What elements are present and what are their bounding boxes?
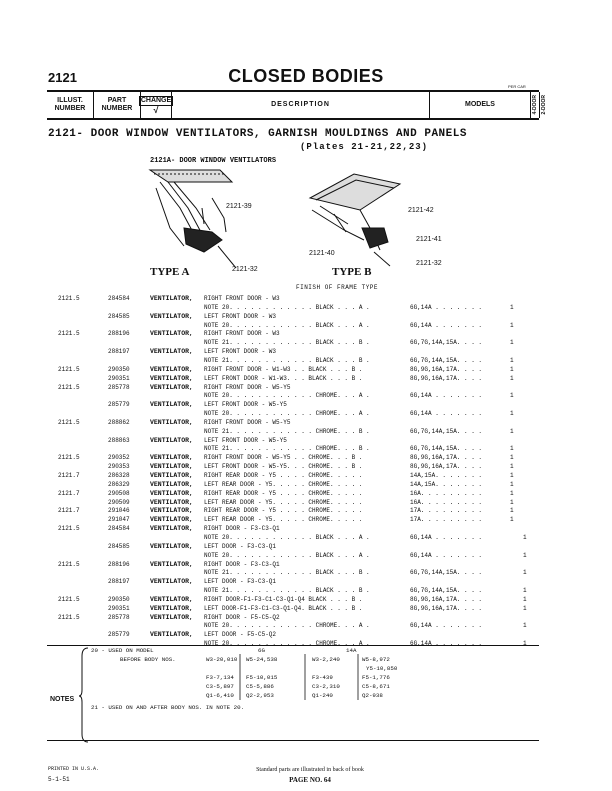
models-cell: 6G,14A . . . . . . . [410, 622, 483, 630]
part-number-cell: 290350 [108, 365, 130, 373]
table-row [0, 453, 612, 462]
table-row [0, 568, 612, 577]
table-row [0, 462, 612, 471]
table-row [0, 321, 612, 330]
table-row [0, 586, 612, 595]
description-cell: NOTE 20. . . . . . . . . . . . BLACK . . . A . [204, 551, 370, 559]
illust-number-header: ILLUST. NUMBER [47, 92, 94, 118]
illust-number-cell: 2121.5 [58, 454, 80, 462]
callout-2121-32-b: 2121-32 [416, 260, 442, 267]
part-name-cell: VENTILATOR, [150, 516, 193, 524]
table-row [0, 630, 612, 639]
models-cell: 8G,9G,16A,17A. . . . [410, 454, 483, 462]
callout-2121-39: 2121-39 [226, 203, 252, 210]
table-row [0, 506, 612, 515]
description-cell: NOTE 20. . . . . . . . . . . . CHROME. . . A . [204, 640, 370, 648]
part-name-cell: VENTILATOR, [150, 525, 193, 533]
models-header: MODELS [430, 92, 531, 118]
note-cell: Q1-6,410 [206, 692, 234, 699]
illust-number-cell: 2121.7 [58, 489, 80, 497]
models-cell: 6G,7G,14A,15A. . . . [410, 339, 483, 347]
illust-number-cell: 2121.5 [58, 613, 80, 621]
part-name-cell: VENTILATOR, [150, 631, 193, 639]
part-number-cell: 284584 [108, 525, 130, 533]
part-number-cell: 284585 [108, 312, 130, 320]
four-door-qty-cell: 1 [510, 410, 514, 418]
note-20-title: 20 - USED ON MODEL [91, 647, 154, 654]
part-number-cell: 288197 [108, 578, 130, 586]
description-cell: LEFT DOOR - F5-C5-Q2 [204, 631, 277, 639]
part-name-cell: VENTILATOR, [150, 401, 193, 409]
table-row [0, 365, 612, 374]
plates-reference: (Plates 21-21,22,23) [300, 142, 429, 152]
part-name-cell: VENTILATOR, [150, 295, 193, 302]
part-number-cell: 290508 [108, 489, 130, 497]
table-row [0, 400, 612, 409]
description-cell: NOTE 20. . . . . . . . . . . . CHROME. . . A . [204, 392, 370, 400]
table-row [0, 436, 612, 445]
note-cell: C5-8,671 [362, 683, 390, 690]
part-name-cell: VENTILATOR, [150, 330, 193, 338]
note-col-6g: 6G [258, 647, 265, 654]
description-header: DESCRIPTION [172, 92, 430, 118]
part-name-cell: VENTILATOR, [150, 542, 193, 550]
table-row [0, 374, 612, 383]
callout-2121-32-a: 2121-32 [232, 266, 258, 273]
models-cell: 6G,7G,14A,15A. . . . [410, 569, 483, 577]
models-cell: 14A,15A. . . . . . . [410, 472, 483, 479]
description-cell: NOTE 21. . . . . . . . . . . . BLACK . . . B . [204, 339, 370, 347]
table-row [0, 524, 612, 533]
table-row [0, 577, 612, 586]
type-a-label: TYPE A [150, 266, 190, 278]
note-21: 21 - USED ON AND AFTER BODY NOS. IN NOTE 20. [91, 704, 245, 711]
part-name-cell: VENTILATOR, [150, 595, 193, 603]
section-title: 2121- DOOR WINDOW VENTILATORS, GARNISH MOULDINGS AND PANELS [48, 128, 467, 140]
two-door-header: 2-DOOR [541, 95, 547, 115]
standard-parts-note: Standard parts are illustrated in back of book [256, 767, 364, 773]
illust-number-cell: 2121.5 [58, 418, 80, 426]
description-cell: RIGHT REAR DOOR - Y5 . . . . CHROME. . . . . [204, 472, 363, 479]
part-number-cell: 290351 [108, 374, 130, 382]
table-row [0, 347, 612, 356]
models-cell: 6G,7G,14A,15A. . . . [410, 445, 483, 453]
per-car-label: PER CAR [508, 84, 526, 89]
part-name-cell: VENTILATOR, [150, 348, 193, 356]
part-number-cell: 291047 [108, 516, 130, 524]
note-cell: F3-439 [312, 674, 333, 681]
part-name-cell: VENTILATOR, [150, 560, 193, 568]
part-name-cell: VENTILATOR, [150, 480, 193, 488]
part-name-cell: VENTILATOR, [150, 418, 193, 426]
description-cell: LEFT FRONT DOOR - W5-Y5. . . CHROME. . . B . [204, 463, 363, 471]
page-number: PAGE NO. 64 [289, 776, 331, 784]
description-cell: LEFT FRONT DOOR - W3 [204, 348, 277, 356]
footer-divider [47, 740, 539, 741]
callout-2121-42: 2121-42 [408, 207, 434, 214]
table-row [0, 409, 612, 418]
table-row [0, 471, 612, 480]
table-row [0, 294, 612, 303]
note-col-14a: 14A [346, 647, 357, 654]
note-cell: C3-2,310 [312, 683, 340, 690]
subsection-title: 2121A- DOOR WINDOW VENTILATORS [150, 157, 277, 165]
models-cell: 16A. . . . . . . . . [410, 498, 483, 506]
four-door-qty-cell: 1 [510, 321, 514, 329]
part-number-cell: 288863 [108, 436, 130, 444]
callout-2121-41: 2121-41 [416, 236, 442, 243]
description-cell: RIGHT FRONT DOOR - W3 [204, 295, 280, 302]
part-number-cell: 285778 [108, 613, 130, 621]
models-cell: 16A. . . . . . . . . [410, 489, 483, 497]
four-door-qty-cell: 1 [510, 303, 514, 311]
part-name-cell: VENTILATOR, [150, 436, 193, 444]
illust-number-cell: 2121.5 [58, 365, 80, 373]
table-row [0, 427, 612, 436]
description-cell: RIGHT FRONT DOOR - W5-Y5 . . CHROME. . . B . [204, 454, 363, 462]
illust-number-cell: 2121.7 [58, 507, 80, 515]
part-number-cell: 288197 [108, 348, 130, 356]
description-cell: LEFT FRONT DOOR - W5-Y5 [204, 436, 287, 444]
models-cell: 6G,7G,14A,15A. . . . [410, 587, 483, 595]
note-cell: F3-7,134 [206, 674, 234, 681]
models-cell: 6G,14A . . . . . . . [410, 533, 483, 541]
note-cell: W5-8,972 [362, 656, 390, 663]
four-door-header: 4-DOOR [531, 92, 540, 118]
part-name-cell: VENTILATOR, [150, 454, 193, 462]
models-cell: 6G,14A . . . . . . . [410, 640, 483, 648]
description-cell: LEFT DOOR-F1-F3-C1-C3-Q1-Q4. BLACK . . . B . [204, 604, 363, 612]
illust-number-cell: 2121.7 [58, 472, 80, 479]
four-door-qty-cell: 1 [510, 356, 514, 364]
part-name-cell: VENTILATOR, [150, 613, 193, 621]
four-door-qty-cell: 1 [510, 427, 514, 435]
description-cell: LEFT DOOR - F3-C3-Q1 [204, 578, 277, 586]
two-door-qty-cell: 1 [523, 640, 527, 648]
table-row [0, 391, 612, 400]
note-cell: W5-24,538 [246, 656, 278, 663]
table-row [0, 418, 612, 427]
description-cell: NOTE 20. . . . . . . . . . . . CHROME. . . A . [204, 410, 370, 418]
four-door-qty-cell: 1 [510, 445, 514, 453]
table-row [0, 542, 612, 551]
models-cell: 8G,9G,16A,17A. . . . [410, 604, 483, 612]
part-name-cell: VENTILATOR, [150, 604, 193, 612]
description-cell: NOTE 20. . . . . . . . . . . . BLACK . . . A . [204, 303, 370, 311]
table-row [0, 515, 612, 524]
column-header [47, 90, 547, 120]
note-cell: Q1-240 [312, 692, 333, 699]
table-row [0, 498, 612, 507]
two-door-qty-cell: 1 [523, 595, 527, 603]
description-cell: RIGHT REAR DOOR - Y5 . . . . CHROME. . . . . [204, 507, 363, 515]
part-name-cell: VENTILATOR, [150, 383, 193, 391]
two-door-qty-cell: 1 [523, 604, 527, 612]
description-cell: LEFT REAR DOOR - Y5. . . . . CHROME. . . . . [204, 480, 363, 488]
part-name-cell: VENTILATOR, [150, 507, 193, 515]
four-door-qty-cell: 1 [510, 507, 514, 515]
table-row [0, 604, 612, 613]
notes-label: NOTES [50, 696, 75, 703]
note-cell: F5-1,776 [362, 674, 390, 681]
part-number-cell: 284585 [108, 542, 130, 550]
description-cell: NOTE 21. . . . . . . . . . . . CHROME. . . B . [204, 445, 370, 453]
note-cell: C5-5,886 [246, 683, 274, 690]
four-door-qty-cell: 1 [510, 374, 514, 382]
four-door-qty-cell: 1 [510, 339, 514, 347]
models-cell: 6G,14A . . . . . . . [410, 303, 483, 311]
change-header: CHANGE √ [141, 92, 172, 118]
models-cell: 17A. . . . . . . . . [410, 507, 483, 515]
part-number-cell: 285779 [108, 401, 130, 409]
part-number-cell: 290351 [108, 604, 130, 612]
part-number-cell: 290353 [108, 463, 130, 471]
part-number-cell: 290352 [108, 454, 130, 462]
description-cell: RIGHT FRONT DOOR - W5-Y5 [204, 383, 291, 391]
models-cell: 6G,7G,14A,15A. . . . [410, 427, 483, 435]
four-door-qty-cell: 1 [510, 463, 514, 471]
description-cell: LEFT DOOR - F3-C3-Q1 [204, 542, 277, 550]
description-cell: RIGHT DOOR - F5-C5-Q2 [204, 613, 280, 621]
models-cell: 17A. . . . . . . . . [410, 516, 483, 524]
table-row [0, 383, 612, 392]
models-cell: 8G,9G,16A,17A. . . . [410, 374, 483, 382]
four-door-qty-cell: 1 [510, 480, 514, 488]
table-row [0, 356, 612, 365]
part-name-cell: VENTILATOR, [150, 472, 193, 479]
part-name-cell: VENTILATOR, [150, 489, 193, 497]
table-row [0, 329, 612, 338]
models-cell: 6G,7G,14A,15A. . . . [410, 356, 483, 364]
two-door-qty-cell: 1 [523, 622, 527, 630]
part-number-cell: 288196 [108, 560, 130, 568]
notes-grid-lines [200, 654, 410, 702]
part-number-cell: 285779 [108, 631, 130, 639]
table-row [0, 551, 612, 560]
part-name-cell: VENTILATOR, [150, 374, 193, 382]
table-row [0, 595, 612, 604]
models-cell: 6G,14A . . . . . . . [410, 551, 483, 559]
description-cell: NOTE 21. . . . . . . . . . . . CHROME. . . B . [204, 427, 370, 435]
description-cell: LEFT FRONT DOOR - W1-W3. . . BLACK . . . B . [204, 374, 363, 382]
finish-of-frame-type-header: FINISH OF FRAME TYPE [296, 284, 379, 291]
part-name-cell: VENTILATOR, [150, 498, 193, 506]
part-number-cell: 284584 [108, 295, 130, 302]
note-cell: W3-2,240 [312, 656, 340, 663]
part-name-cell: VENTILATOR, [150, 463, 193, 471]
four-door-qty-cell: 1 [510, 472, 514, 479]
four-door-qty-cell: 1 [510, 489, 514, 497]
illust-number-cell: 2121.5 [58, 560, 80, 568]
description-cell: LEFT FRONT DOOR - W3 [204, 312, 277, 320]
part-name-cell: VENTILATOR, [150, 365, 193, 373]
table-row [0, 489, 612, 498]
table-row [0, 621, 612, 630]
table-row [0, 480, 612, 489]
type-b-label: TYPE B [332, 266, 372, 278]
description-cell: NOTE 20. . . . . . . . . . . . CHROME. . . A . [204, 622, 370, 630]
part-number-cell: 291046 [108, 507, 130, 515]
description-cell: LEFT FRONT DOOR - W5-Y5 [204, 401, 287, 409]
part-number-cell: 286329 [108, 480, 130, 488]
note-cell: Q2-938 [362, 692, 383, 699]
models-cell: 6G,14A . . . . . . . [410, 321, 483, 329]
part-number-cell: 288196 [108, 330, 130, 338]
illust-number-cell: 2121.5 [58, 383, 80, 391]
description-cell: NOTE 20. . . . . . . . . . . . BLACK . . . A . [204, 533, 370, 541]
notes-brace [78, 646, 90, 744]
part-number-cell: 286328 [108, 472, 130, 479]
part-number-cell: 290509 [108, 498, 130, 506]
note-cell: W3-20,010 [206, 656, 238, 663]
description-cell: RIGHT FRONT DOOR - W5-Y5 [204, 418, 291, 426]
description-cell: NOTE 21. . . . . . . . . . . . BLACK . . . B . [204, 587, 370, 595]
models-cell: 6G,14A . . . . . . . [410, 392, 483, 400]
description-cell: RIGHT DOOR-F1-F3-C1-C3-Q1-Q4 BLACK . . . B . [204, 595, 363, 603]
models-cell: 8G,9G,16A,17A. . . . [410, 365, 483, 373]
description-cell: RIGHT FRONT DOOR - W1-W3 . . BLACK . . . B . [204, 365, 363, 373]
description-cell: LEFT REAR DOOR - Y5. . . . . CHROME. . . . . [204, 516, 363, 524]
description-cell: RIGHT REAR DOOR - Y5 . . . . CHROME. . . . . [204, 489, 363, 497]
illust-number-cell: 2121.5 [58, 330, 80, 338]
notes-divider [47, 645, 539, 646]
table-row [0, 560, 612, 569]
illust-number-cell: 2121.5 [58, 595, 80, 603]
illust-number-cell: 2121.5 [58, 295, 80, 302]
table-row [0, 303, 612, 312]
table-row [0, 613, 612, 622]
four-door-qty-cell: 1 [510, 516, 514, 524]
note-cell: C3-5,897 [206, 683, 234, 690]
description-cell: NOTE 20. . . . . . . . . . . . BLACK . . . A . [204, 321, 370, 329]
four-door-qty-cell: 1 [510, 454, 514, 462]
part-number-cell: 285778 [108, 383, 130, 391]
table-row [0, 338, 612, 347]
table-row [0, 312, 612, 321]
description-cell: NOTE 21. . . . . . . . . . . . BLACK . . . B . [204, 569, 370, 577]
two-door-qty-cell: 1 [523, 569, 527, 577]
catalog-group-number: 2121 [48, 70, 77, 85]
models-cell: 6G,14A . . . . . . . [410, 410, 483, 418]
description-cell: RIGHT FRONT DOOR - W3 [204, 330, 280, 338]
note-cell: F5-10,015 [246, 674, 278, 681]
two-door-qty-cell: 1 [523, 551, 527, 559]
models-cell: 8G,9G,16A,17A. . . . [410, 463, 483, 471]
models-cell: 14A,15A. . . . . . . [410, 480, 483, 488]
illust-number-cell: 2121.5 [58, 525, 80, 533]
note-cell: Y5-10,850 [366, 665, 398, 672]
description-cell: RIGHT DOOR - F3-C3-Q1 [204, 525, 280, 533]
four-door-qty-cell: 1 [510, 498, 514, 506]
part-name-cell: VENTILATOR, [150, 578, 193, 586]
callout-2121-40: 2121-40 [309, 250, 335, 257]
models-cell: 8G,9G,16A,17A. . . . [410, 595, 483, 603]
description-cell: NOTE 21. . . . . . . . . . . . BLACK . . . B . [204, 356, 370, 364]
note-20-subtitle: BEFORE BODY NOS. [120, 656, 176, 663]
page-title: CLOSED BODIES [228, 66, 384, 86]
revision-date: 5-1-51 [48, 776, 70, 783]
part-number-cell: 288862 [108, 418, 130, 426]
two-door-qty-cell: 1 [523, 587, 527, 595]
printed-in-usa: PRINTED IN U.S.A. [48, 766, 100, 772]
two-door-qty-cell: 1 [523, 533, 527, 541]
part-number-header: PART NUMBER [94, 92, 141, 118]
part-number-cell: 290350 [108, 595, 130, 603]
four-door-qty-cell: 1 [510, 392, 514, 400]
table-row [0, 533, 612, 542]
four-door-qty-cell: 1 [510, 365, 514, 373]
table-row [0, 444, 612, 453]
part-name-cell: VENTILATOR, [150, 312, 193, 320]
note-cell: Q2-2,953 [246, 692, 274, 699]
ventilator-type-a-illustration [140, 168, 290, 278]
description-cell: RIGHT DOOR - F3-C3-Q1 [204, 560, 280, 568]
description-cell: LEFT REAR DOOR - Y5. . . . . CHROME. . . . . [204, 498, 363, 506]
